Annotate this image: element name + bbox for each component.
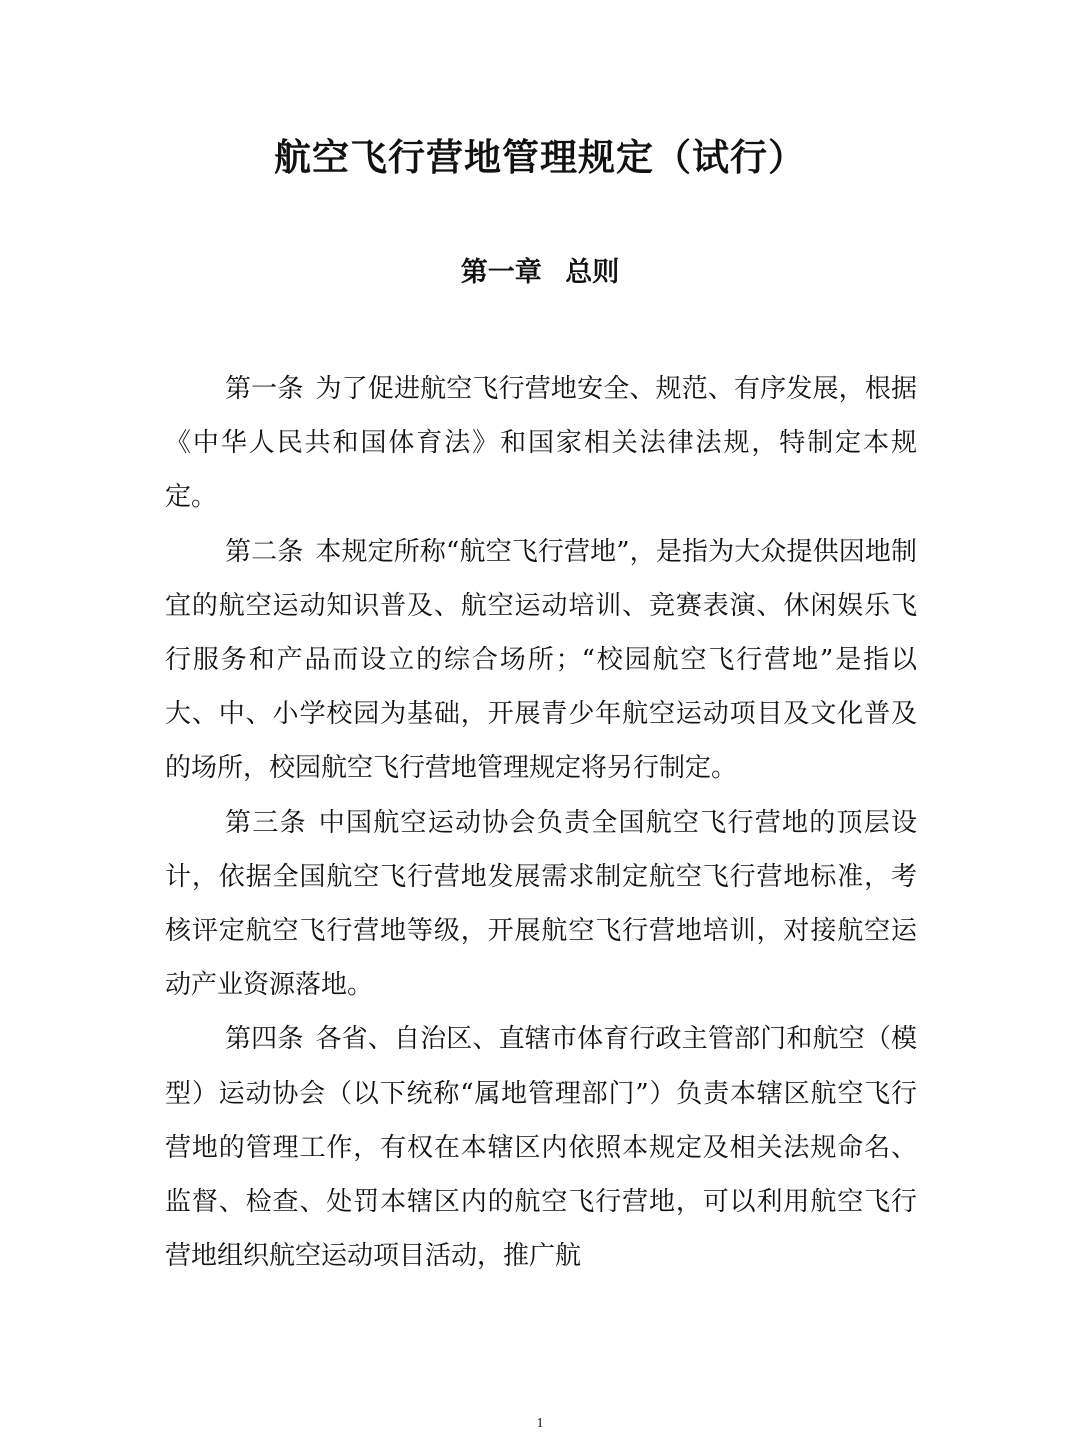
article-4 [165, 1012, 917, 1283]
page-number: 1 [536, 1416, 544, 1431]
article-text: 本规定所称“航空飞行营地”，是指为大众提供因地制宜的航空运动知识普及、航空运动培训、竞赛表演、休闲娱乐飞行服务和产品而设立的综合场所；“校园航空飞行营地”是指以大、中、小学校园为基础，开展青少年航空运动项目及文化普及的场所，校园航空飞行营地管理规定将另行制定。 [165, 536, 917, 784]
article-text: 为了促进航空飞行营地安全、规范、有序发展，根据《中华人民共和国体育法》和国家相关法律法规，特制定本规定。 [165, 374, 917, 513]
article-2 [165, 525, 917, 796]
article-text: 中国航空运动协会负责全国航空飞行营地的顶层设计，依据全国航空飞行营地发展需求制定航空飞行营地标准，考核评定航空飞行营地等级，开展航空飞行营地培训，对接航空运动产业资源落地。 [165, 807, 917, 1001]
article-label: 第三条 [225, 807, 307, 838]
chapter-heading: 第一章 总则 [460, 257, 620, 288]
article-text: 各省、自治区、直辖市体育行政主管部门和航空（模型）运动协会（以下统称“属地管理部门”）负责本辖区航空飞行营地的管理工作，有权在本辖区内依照本规定及相关法规命名、监督、检查、处罚本辖区内的航空飞行营地，可以利用航空飞行营地组织航空运动项目活动，推广航 [165, 1024, 917, 1272]
article-label: 第二条 [225, 536, 304, 567]
article-label: 第四条 [225, 1024, 304, 1055]
article-label: 第一条 [225, 374, 304, 404]
document-body [165, 362, 917, 1283]
document-title: 航空飞行营地管理规定（试行） [274, 136, 806, 179]
article-1 [165, 362, 917, 525]
article-3 [165, 796, 917, 1013]
